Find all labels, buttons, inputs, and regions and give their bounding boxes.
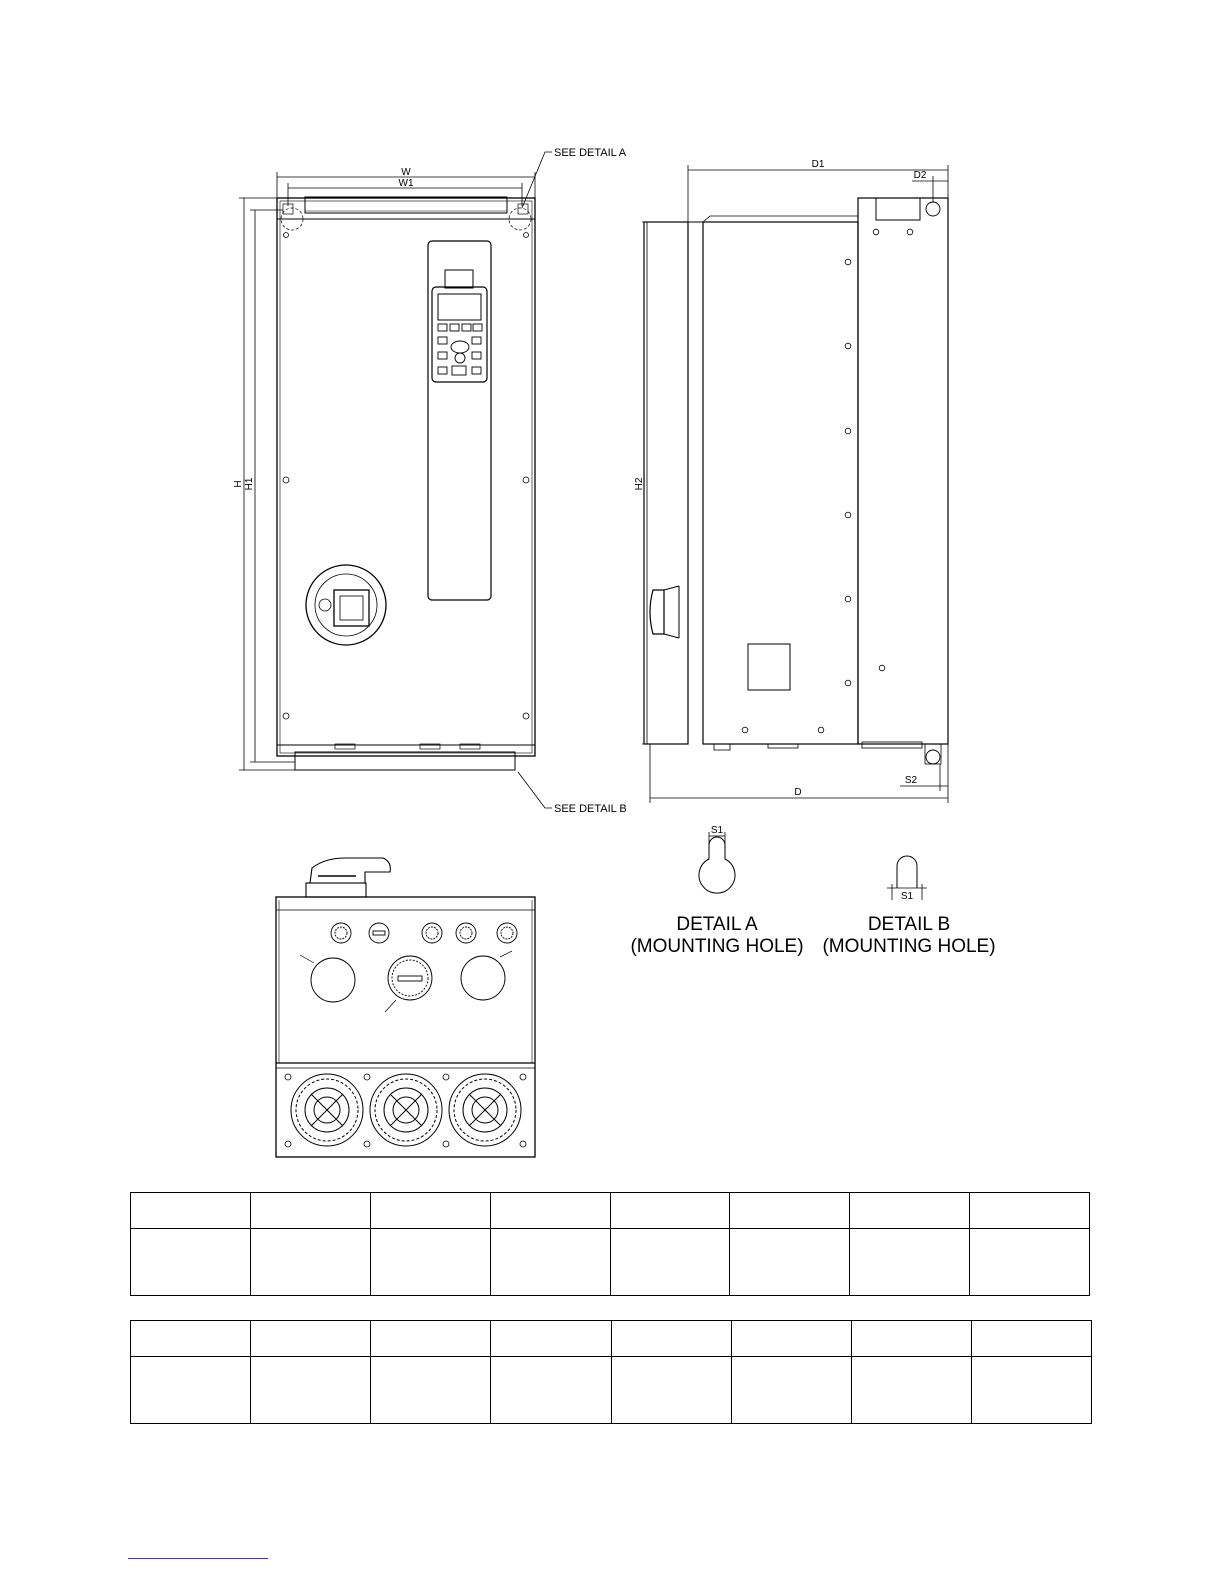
table-row [131,1357,1092,1424]
dim-h1-label: H1 [244,477,255,491]
see-detail-b-callout: SEE DETAIL B [554,803,627,815]
detail-b-s1-label: S1 [900,891,914,902]
table-cell [250,1193,370,1229]
detail-a-title: DETAIL A [676,914,758,935]
table-cell [371,1321,491,1357]
dim-s2-label: S2 [904,775,918,786]
bottom-view [276,858,535,1157]
dimension-table-2 [130,1320,1092,1424]
table-cell [491,1321,611,1357]
table-cell [611,1321,731,1357]
table-cell [611,1357,731,1424]
table-cell [370,1193,490,1229]
detail-a-s1-label: S1 [710,825,724,836]
dimension-table-1 [130,1192,1090,1296]
dim-d2-label: D2 [913,170,927,181]
table-cell [970,1193,1090,1229]
table-cell [610,1193,730,1229]
table-cell [251,1321,371,1357]
dim-h2-label: H2 [634,477,645,491]
table-cell [251,1357,371,1424]
table-cell [731,1357,851,1424]
dim-d-label: D [794,787,802,798]
table-header-row [131,1321,1092,1357]
dim-d1-label: D1 [811,159,825,170]
table-cell [971,1357,1091,1424]
table-cell [851,1321,971,1357]
table-cell [970,1229,1090,1296]
detail-b-subtitle: (MOUNTING HOLE) [822,936,996,957]
table-cell [490,1193,610,1229]
detail-b [822,856,995,957]
table-row [131,1229,1090,1296]
side-view [634,159,948,803]
table-cell [491,1357,611,1424]
detail-b-title: DETAIL B [867,914,951,935]
front-view [233,147,627,815]
detail-a [630,825,803,957]
table-cell [131,1357,251,1424]
dim-w1-label: W1 [398,178,414,189]
dim-h-label: H [233,480,244,488]
table-cell [731,1321,851,1357]
table-cell [250,1229,370,1296]
table-cell [131,1229,251,1296]
table-cell [730,1193,850,1229]
table-cell [850,1193,970,1229]
table-header-row [131,1193,1090,1229]
table-cell [490,1229,610,1296]
table-cell [730,1229,850,1296]
table-cell [131,1193,251,1229]
table-cell [370,1229,490,1296]
detail-a-subtitle: (MOUNTING HOLE) [630,936,804,957]
table-cell [851,1357,971,1424]
table-cell [131,1321,251,1357]
table-cell [610,1229,730,1296]
table-cell [850,1229,970,1296]
footer-link-underline [128,1558,268,1559]
see-detail-a-callout: SEE DETAIL A [554,147,627,159]
table-cell [371,1357,491,1424]
dim-w-label: W [401,167,411,178]
table-cell [971,1321,1091,1357]
